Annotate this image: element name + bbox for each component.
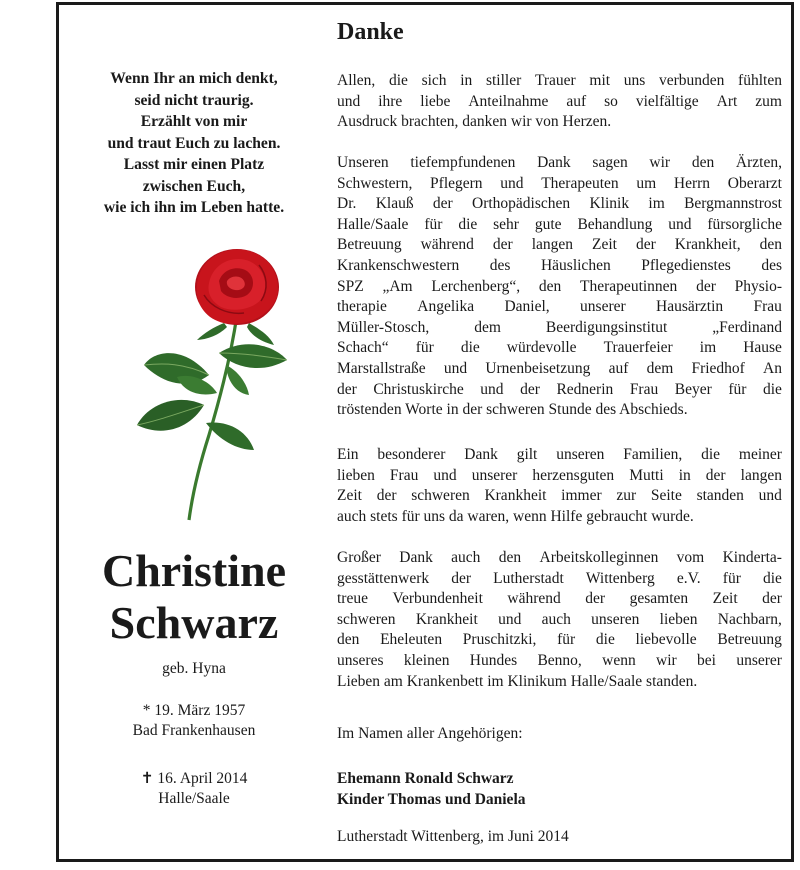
text-line: schweren Krankheit und auch unseren lieben Nachbarn, [337,610,782,628]
paragraph-3 [337,445,782,527]
paragraph-4 [337,548,782,692]
poem-line: und traut Euch zu lachen. [107,134,281,152]
text-line: therapie Angelika Daniel, unserer Hausärztin Frau [337,298,782,316]
text-line: treue Verbundenheit während der gesamten Zeit der [337,590,782,608]
text-line: auch stets für uns da waren, wenn Hilfe gebraucht wurde. [337,507,694,525]
maiden-name: geb. Hyna [162,660,226,677]
paragraph-2 [337,153,782,421]
right-column [337,5,782,859]
death-info [59,769,329,809]
text-line: unseres kleinen Hundes Benno, wenn wir bei unserer [337,651,782,669]
text-line: Dr. Klauß der Orthopädischen Klinik im Bergmannstrost [337,195,782,213]
text-line: SPZ „Am Lerchenberg“, den Therapeutinnen der Physio- [337,277,782,295]
paragraph-1 [337,71,782,133]
poem-line: zwischen Euch, [142,177,246,195]
text-line: gesstättenwerk der Lutherstadt Wittenberg e.V. für die [337,569,782,587]
birth-date: * 19. März 1957 [142,702,246,719]
signature-line: Kinder Thomas und Daniela [337,791,526,808]
left-column [59,5,329,859]
poem-line: seid nicht traurig. [134,91,254,109]
last-name: Schwarz [109,597,279,648]
rose-image [109,245,309,525]
text-line: Müller-Stosch, dem Beerdigungsinstitut „Ferdinand [337,318,782,336]
deceased-name [59,545,329,649]
death-place: Halle/Saale [158,790,230,807]
text-line: Marstallstraße und Urnenbeisetzung auf dem Friedhof An [337,359,782,377]
poem-line: Lasst mir einen Platz [123,156,265,173]
death-date: ✝ 16. April 2014 [140,770,248,787]
text-line: Ausdruck brachten, danken wir von Herzen. [337,113,612,131]
poem [59,68,329,219]
text-line: Zeit der schweren Krankheit immer zur Seite standen und [337,487,782,505]
text-line: der Christuskirche und der Rednerin Frau Beyer für die [337,380,782,398]
text-line: Unseren tiefempfundenen Dank sagen wir den Ärzten, [337,154,782,171]
text-line: Großer Dank auch den Arbeitskolleginnen vom Kinderta- [337,549,782,566]
text-line: Ein besonderer Dank gilt unseren Familien, die meiner [337,446,782,463]
poem-line: Wenn Ihr an mich denkt, [110,70,278,87]
text-line: Betreuung während der langen Zeit der Krankheit, den [337,236,782,254]
text-line: den Eheleuten Pruschitzki, für die liebevolle Betreuung [337,631,782,649]
poem-line: wie ich ihn im Leben hatte. [103,199,285,216]
signature-line: Ehemann Ronald Schwarz [337,770,514,787]
text-line: Allen, die sich in stiller Trauer mit uns verbunden fühlten [337,72,782,89]
place-and-date: Lutherstadt Wittenberg, im Juni 2014 [337,828,569,845]
text-line: und ihre liebe Anteilnahme auf so vielfältige Art zum [337,92,782,110]
closing-line: Im Namen aller Angehörigen: [337,725,523,742]
text-line: Halle/Saale für die sehr gute Behandlung und fürsorgliche [337,215,782,233]
text-line: Krankenschwestern des Häuslichen Pflegedienstes des [337,256,782,274]
heading: Danke [337,19,404,45]
text-line: tröstenden Worte in der schweren Stunde des Abschieds. [337,401,688,419]
poem-line: Erzählt von mir [140,113,248,130]
text-line: Lieben am Krankenbett im Klinikum Halle/Saale standen. [337,672,698,690]
text-line: Schwestern, Pflegern und Therapeuten um Herrn Oberarzt [337,174,782,192]
text-line: Schach“ für die würdevolle Trauerfeier im Hause [337,339,782,357]
birth-info [59,701,329,741]
signatures [337,768,526,810]
text-line: lieben Frau und unserer herzensguten Mutti in der langen [337,466,782,484]
birth-place: Bad Frankenhausen [132,722,256,739]
first-name: Christine [102,545,286,596]
